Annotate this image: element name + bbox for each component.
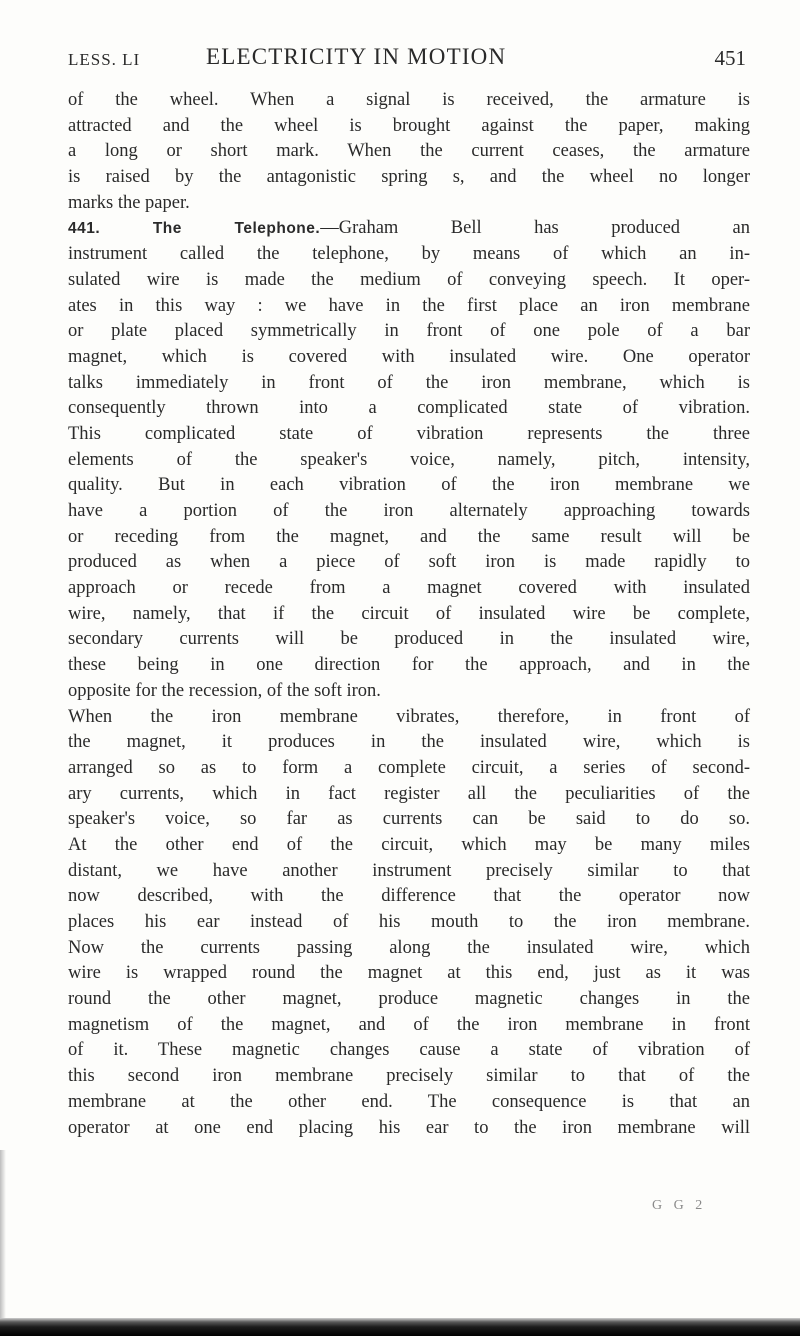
text-line: speaker's voice, so far as currents can be said to do so. <box>68 809 750 830</box>
text-line: Now the currents passing along the insulated wire, which <box>68 937 750 958</box>
text-line: round the other magnet, produce magnetic changes in the <box>68 989 750 1010</box>
text-line: This complicated state of vibration represents the three <box>68 423 750 444</box>
text-line: ates in this way : we have in the first place an iron membrane <box>68 295 750 316</box>
text-line: When the iron membrane vibrates, therefore, in front of <box>68 706 750 727</box>
text-line: wire, namely, that if the circuit of insulated wire be complete, <box>68 603 750 624</box>
text-line: the magnet, it produces in the insulated wire, which is <box>68 732 750 753</box>
text-line: magnetism of the magnet, and of the iron membrane in front <box>68 1014 750 1035</box>
body-text <box>68 88 750 1141</box>
text-line: now described, with the difference that the operator now <box>68 886 750 907</box>
text-line: arranged so as to form a complete circuit, a series of second- <box>68 757 750 778</box>
text-line: or receding from the magnet, and the same result will be <box>68 526 750 547</box>
paragraph-3 <box>68 705 750 1142</box>
text-line: a long or short mark. When the current ceases, the armature <box>68 141 750 162</box>
text-line: attracted and the wheel is brought against the paper, making <box>68 115 750 136</box>
text-line: elements of the speaker's voice, namely, pitch, intensity, <box>68 449 750 470</box>
text-line: have a portion of the iron alternately approaching towards <box>68 501 750 521</box>
text-line: is raised by the antagonistic spring s, and the wheel no longer <box>68 167 750 188</box>
chapter-title: ELECTRICITY IN MOTION <box>206 44 507 69</box>
text-line: opposite for the recession, of the soft iron. <box>68 680 381 701</box>
text-line: wire is wrapped round the magnet at this end, just as it was <box>68 963 750 984</box>
text-line: secondary currents will be produced in the insulated wire, <box>68 629 750 650</box>
text-line: produced as when a piece of soft iron is made rapidly to <box>68 552 750 573</box>
signature-mark: G G 2 <box>652 1198 707 1213</box>
text-line: consequently thrown into a complicated state of vibration. <box>68 398 750 419</box>
page-edge-shadow <box>0 1150 6 1318</box>
text-line: instrument called the telephone, by means of which an in- <box>68 244 750 265</box>
text-line: marks the paper. <box>68 192 190 213</box>
paragraph-2 <box>68 216 750 704</box>
text-line: approach or recede from a magnet covered with insulated <box>68 578 750 599</box>
paragraph-1 <box>68 88 750 216</box>
page-number: 451 <box>714 46 746 70</box>
page-bottom-edge <box>0 1318 800 1336</box>
text-line: or plate placed symmetrically in front of one pole of a bar <box>68 321 750 342</box>
text-line: quality. But in each vibration of the iron membrane we <box>68 475 750 496</box>
text-line: sulated wire is made the medium of conveying speech. It oper- <box>68 269 750 290</box>
text-run: —Graham Bell has produced an <box>320 218 750 239</box>
text-line: places his ear instead of his mouth to the iron membrane. <box>68 912 750 932</box>
text-line: ary currents, which in fact register all the peculiarities of the <box>68 783 750 804</box>
text-line: At the other end of the circuit, which may be many miles <box>68 834 750 855</box>
section-heading-line <box>68 216 750 242</box>
text-line: these being in one direction for the approach, and in the <box>68 655 750 676</box>
section-heading: 441. The Telephone. <box>68 220 321 238</box>
text-line: talks immediately in front of the iron membrane, which is <box>68 372 750 393</box>
text-line: this second iron membrane precisely similar to that of the <box>68 1066 750 1087</box>
running-head <box>68 44 748 74</box>
text-line: of the wheel. When a signal is received, the armature is <box>68 90 750 110</box>
text-line: operator at one end placing his ear to the iron membrane will <box>68 1117 750 1138</box>
lesson-number: LESS. LI <box>68 50 141 69</box>
text-line: distant, we have another instrument precisely similar to that <box>68 860 750 881</box>
text-line: magnet, which is covered with insulated wire. One operator <box>68 346 750 367</box>
text-line: of it. These magnetic changes cause a state of vibration of <box>68 1040 750 1061</box>
text-line: membrane at the other end. The consequence is that an <box>68 1091 750 1112</box>
